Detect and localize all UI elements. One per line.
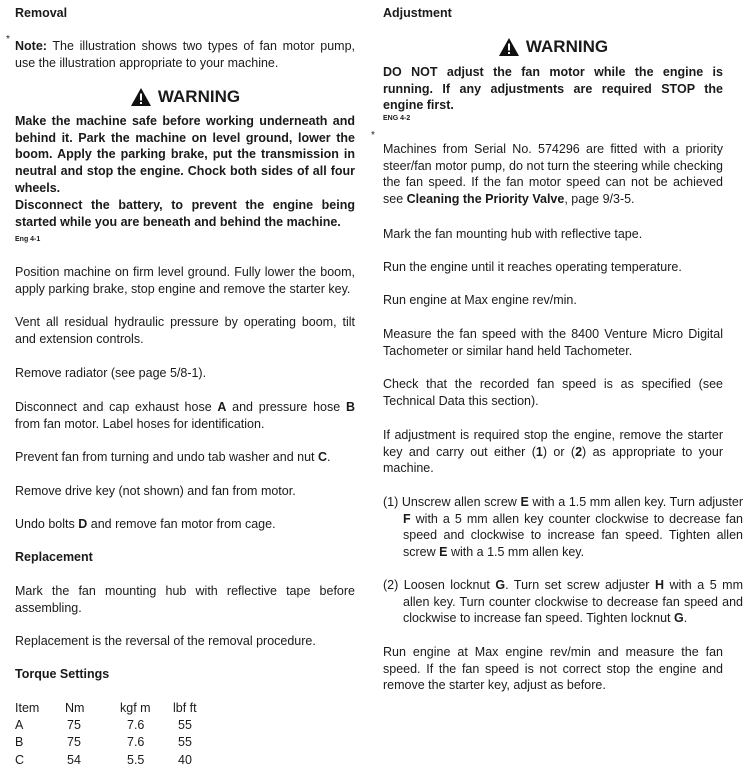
text: Prevent fan from turning and undo tab washer and nut: [15, 450, 318, 464]
text: and remove fan motor from cage.: [87, 517, 276, 531]
heading-torque: Torque Settings: [15, 667, 110, 681]
text: from fan motor. Label hoses for identification.: [15, 416, 265, 431]
para-mark: Mark the fan mounting hub with reflective tape.: [383, 227, 643, 241]
label-c: C: [317, 450, 328, 464]
para-drivekey: Remove drive key (not shown) and fan from motor.: [15, 484, 296, 498]
col-header: kgf m: [120, 700, 151, 715]
label-g: G: [495, 578, 506, 592]
warning-title: WARNING: [157, 87, 241, 106]
text: . Turn set screw adjuster: [505, 578, 655, 592]
heading-replacement: Replacement: [15, 550, 93, 564]
table-row: [15, 734, 213, 751]
table-cell: 55: [178, 735, 192, 750]
para-disconnect: [15, 399, 355, 432]
label-a: A: [217, 400, 227, 414]
label-e: E: [520, 495, 529, 509]
table-cell: 7.6: [127, 717, 145, 732]
text: and pressure hose: [226, 400, 346, 414]
text: with a 1.5 mm allen key. Turn adjuster: [528, 495, 743, 509]
text: ) or (: [542, 444, 576, 459]
note-text: The illustration shows two types of fan motor pump, use the illustration appropriate to your machine.: [15, 39, 355, 70]
para-vent: Vent all residual hydraulic pressure by operating boom, tilt and extension controls.: [15, 315, 355, 346]
note-paragraph: [15, 38, 355, 71]
warning-triangle-icon: [130, 87, 152, 107]
table-cell: 54: [67, 752, 81, 767]
col-header: lbf ft: [173, 700, 197, 715]
warning-text-1: Make the machine safe before working underneath and behind it. Park the machine on level ground, lower the boom. Apply the parking brake, put the transmission in neutral and stop the engine. Chock both sides of all four wheels.: [15, 114, 355, 195]
para-run-temp: Run the engine until it reaches operating temperature.: [383, 260, 682, 274]
table-cell: 75: [67, 735, 81, 750]
para-prevent: [15, 449, 355, 466]
label-b: B: [345, 400, 355, 414]
para-if-adjust: [383, 427, 723, 477]
cross-reference: Cleaning the Priority Valve: [406, 192, 565, 207]
step-number: (2): [383, 578, 399, 592]
label-g: G: [673, 611, 684, 626]
option-2: 2: [575, 444, 583, 459]
text: ) as appropriate to your machine.: [383, 444, 723, 476]
warning-code: ENG 4-2: [383, 115, 411, 122]
label-d: D: [78, 517, 88, 531]
label-e: E: [439, 545, 448, 560]
table-cell: A: [15, 717, 24, 732]
torque-header-row: [15, 699, 213, 716]
step-1: [383, 494, 743, 561]
col-header: Item: [15, 700, 40, 715]
warning-heading: [383, 37, 723, 57]
text: with a 1.5 mm allen key.: [447, 545, 585, 560]
label-h: H: [654, 578, 664, 592]
para-position: Position machine on firm level ground. Fully lower the boom, apply parking brake, stop engine and remove the starter key.: [15, 265, 355, 296]
text: If adjustment is required stop the engine, remove the starter key and carry out either (: [383, 428, 723, 459]
text: Undo bolts: [15, 517, 79, 531]
heading-adjustment: Adjustment: [383, 6, 452, 20]
text: with a 5 mm allen key. Turn counter clockwise to decrease fan speed and clockwise to increase fan speed. Tighten locknut: [403, 578, 743, 626]
para-radiator: Remove radiator (see page 5/8-1).: [15, 366, 207, 380]
step-number: (1): [383, 495, 399, 509]
para-reverse: Replacement is the reversal of the removal procedure.: [15, 634, 316, 648]
warning-text: DO NOT adjust the fan motor while the engine is running. If any adjustments are required STOP the engine first.: [383, 65, 723, 113]
para-run-max: Run engine at Max engine rev/min.: [383, 293, 577, 307]
para-measure: Measure the fan speed with the 8400 Venture Micro Digital Tachometer or similar hand held Tachometer.: [383, 327, 723, 358]
option-1: 1: [535, 444, 543, 459]
text: , page 9/3-5.: [564, 192, 635, 207]
text: Unscrew allen screw: [398, 495, 521, 509]
table-cell: 7.6: [127, 735, 145, 750]
para-mark-before: Mark the fan mounting hub with reflective tape before assembling.: [15, 584, 355, 615]
warning-triangle-icon: [498, 37, 520, 57]
para-final: Run engine at Max engine rev/min and measure the fan speed. If the fan speed is not correct stop the engine and remove the starter key, adjust as before.: [383, 645, 723, 693]
heading-removal: Removal: [15, 6, 68, 20]
table-cell: B: [15, 735, 24, 750]
revision-star: *: [371, 130, 375, 141]
table-cell: 75: [67, 717, 81, 732]
table-row: [15, 751, 213, 768]
label-f: F: [403, 511, 411, 526]
text: Loosen locknut: [398, 578, 496, 592]
note-label: Note:: [15, 39, 47, 53]
col-header: Nm: [65, 700, 85, 715]
text: Machines from Serial No. 574296 are fitted with a priority steer/fan motor pump, do not turn the steering while checking the fan speed. If the fan motor speed can not be achieved see: [383, 142, 723, 207]
text: Disconnect and cap exhaust hose: [15, 400, 218, 414]
para-serial: [383, 141, 723, 208]
warning-text-2: Disconnect the battery, to prevent the engine being started while you are beneath and behind the machine.: [15, 198, 355, 229]
text: with a 5 mm allen key counter clockwise to decrease fan speed and clockwise to increase fan speed. Tighten allen screw: [403, 511, 743, 560]
text: .: [683, 611, 688, 626]
table-cell: C: [15, 752, 25, 767]
warning-heading: [15, 87, 355, 107]
step-2: [383, 577, 743, 627]
warning-title: WARNING: [525, 37, 609, 56]
torque-table: [15, 699, 213, 768]
table-cell: 55: [178, 717, 192, 732]
table-cell: 40: [178, 752, 192, 767]
para-check: Check that the recorded fan speed is as specified (see Technical Data this section).: [383, 377, 723, 408]
table-row: [15, 716, 213, 733]
table-cell: 5.5: [127, 752, 145, 767]
para-undo: [15, 516, 355, 533]
text: .: [327, 450, 331, 464]
revision-star: *: [6, 34, 10, 45]
warning-code: Eng 4-1: [15, 236, 41, 243]
